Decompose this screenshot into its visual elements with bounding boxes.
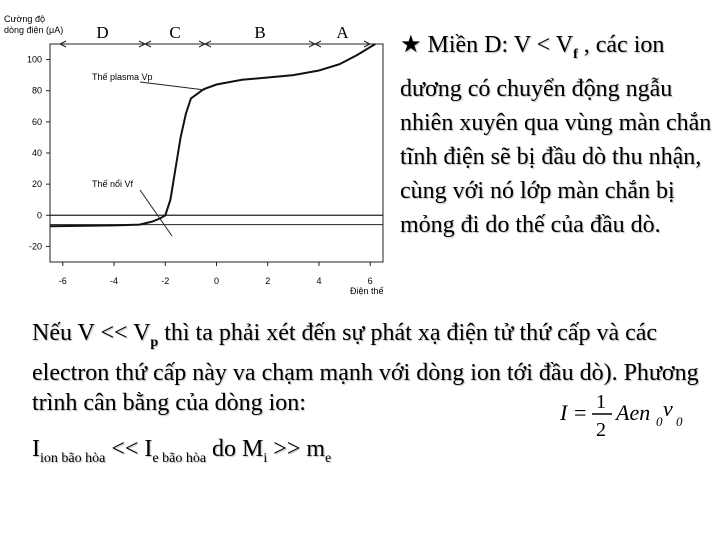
formula-rhs: Aen <box>616 400 651 425</box>
plasma-potential-pointer <box>140 82 205 90</box>
iv-chart <box>0 0 390 300</box>
region-label-b: B <box>254 23 266 42</box>
region-label-d: D <box>96 23 109 42</box>
y-tick-label: 60 <box>31 116 42 127</box>
formula-velocity: v <box>663 396 673 421</box>
eq-i: I <box>32 436 40 462</box>
formula-denominator: 2 <box>596 419 606 441</box>
paragraph-subscript: p <box>150 335 159 350</box>
region-d-bullet <box>400 28 718 242</box>
formula-equals: = <box>574 400 587 425</box>
y-tick-label: 40 <box>31 148 42 158</box>
formula-v-subscript: 0 <box>676 414 683 429</box>
x-tick-label: -2 <box>161 276 170 286</box>
floating-potential-label: Thế nổi Vf <box>92 179 134 189</box>
paragraph-part2: thì ta phải xét đến sự phát xạ điện tử thứ cấp và các electron thứ cấp này va chạm mạnh với dòng ion tới đầu dò). Phương trình cân bằng của dòng ion: <box>32 320 699 416</box>
y-axis-label-line2: dòng điện (μA) <box>4 25 64 35</box>
eq-do: do M <box>206 436 264 462</box>
formula-n-subscript: 0 <box>656 414 663 429</box>
y-axis-label-line1: Cường độ <box>4 14 45 24</box>
x-axis-label: Điện thế <box>350 286 384 296</box>
formula-numerator: 1 <box>596 391 606 413</box>
eq-sub-mi: i <box>263 451 268 466</box>
floating-potential-pointer <box>140 190 172 236</box>
x-tick-label: 4 <box>316 276 322 286</box>
eq-sub-ion: ion bão hòa <box>40 451 106 466</box>
eq-sub-me: e <box>325 451 332 466</box>
x-tick-label: 0 <box>213 276 220 286</box>
probe-iv-figure <box>0 0 390 300</box>
y-tick-label: 100 <box>26 54 42 65</box>
region-label-a: A <box>336 23 349 42</box>
formula-lhs: I <box>560 400 568 425</box>
ion-current-formula <box>556 386 696 442</box>
y-tick-label: 0 <box>36 210 42 221</box>
saturation-equation <box>32 434 331 474</box>
y-tick-label: -20 <box>28 241 42 252</box>
x-tick-label: 6 <box>367 276 373 286</box>
y-tick-label: 80 <box>31 85 42 96</box>
star-icon: ★ <box>400 32 422 58</box>
eq-gg: >> m <box>267 436 326 462</box>
region-label-c: C <box>169 23 181 42</box>
bullet-subscript: f <box>573 47 578 62</box>
plasma-potential-label: Thế plasma Vp <box>92 72 153 82</box>
bullet-text: , các ion dương có chuyển động ngẫu nhiên xuyên qua vùng màn chắn tĩnh điện sẽ bị đầu dò thu nhận, cùng với nó lớp màn chắn bị mỏng đi do thế của đầu dò. <box>400 32 712 238</box>
x-tick-label: 2 <box>265 276 271 286</box>
x-tick-label: -4 <box>110 276 119 286</box>
bullet-text-prefix: Miền D: V < V <box>421 32 574 58</box>
paragraph-part1: Nếu V << V <box>32 320 151 346</box>
x-tick-label: -6 <box>58 276 67 286</box>
y-tick-label: 20 <box>31 179 42 190</box>
eq-mid: << I <box>105 436 153 462</box>
eq-sub-e: e bão hòa <box>152 451 207 466</box>
